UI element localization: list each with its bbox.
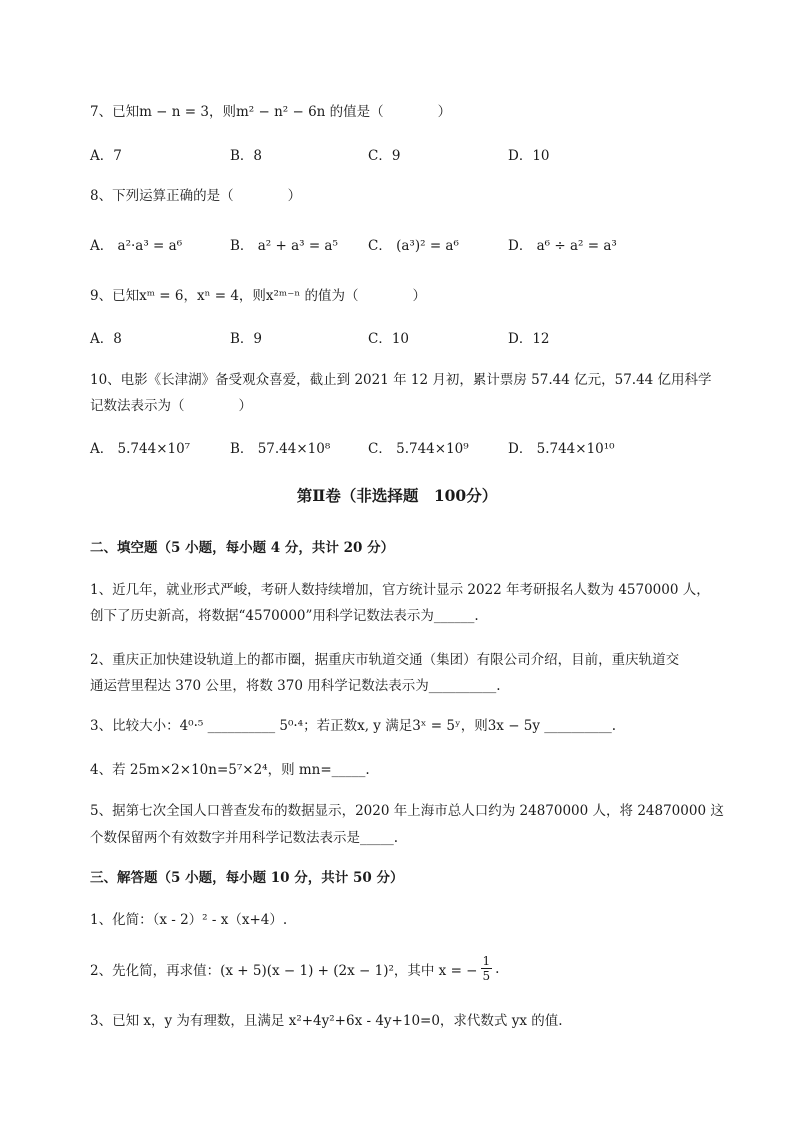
q8-option-c: C． (a³)² = a⁶ [368, 238, 459, 254]
q10-option-d: D． 5.744×10¹⁰ [508, 441, 615, 457]
question-10-line-1: 10、电影《长津湖》备受观众喜爱，截止到 2021 年 12 月初，累计票房 57.44 亿元，57.44 亿用科学 [90, 372, 712, 388]
fill-q2-line-1: 2、重庆正加快建设轨道上的都市圈，据重庆市轨道交通（集团）有限公司介绍，目前，重庆轨道交 [90, 652, 680, 668]
fraction [481, 954, 493, 983]
question-9-text: 9、已知xᵐ = 6，xⁿ = 4，则x²ᵐ⁻ⁿ 的值为（ ） [90, 288, 426, 304]
q9-option-b: B．9 [230, 331, 263, 347]
section-3-title: 三、解答题（5 小题，每小题 10 分，共计 50 分） [90, 870, 404, 886]
q7-option-b: B．8 [230, 148, 263, 164]
q7-option-c: C．9 [368, 148, 401, 164]
answer-q1: 1、化简：（x - 2）² - x（x+4）. [90, 912, 288, 928]
fill-q3: 3、比较大小：4⁰·⁵ __________ 5⁰·⁴；若正数x, y 满足3ˣ = 5ʸ，则3x − 5y __________. [90, 718, 617, 734]
answer-q2 [90, 954, 499, 983]
answer-q3: 3、已知 x，y 为有理数，且满足 x²+4y²+6x - 4y+10=0，求代数式 yx 的值. [90, 1013, 563, 1029]
fraction-denominator: 5 [482, 969, 491, 983]
q10-option-c: C． 5.744×10⁹ [368, 441, 469, 457]
fraction-numerator: 1 [482, 954, 491, 968]
fill-q1-line-1: 1、近几年，就业形式严峻，考研人数持续增加，官方统计显示 2022 年考研报名人数为 4570000 人， [90, 582, 710, 598]
question-10-line-2: 记数法表示为（ ） [90, 398, 252, 414]
q8-option-a: A． a²·a³ = a⁶ [90, 238, 183, 254]
q7-option-d: D．10 [508, 148, 550, 164]
q7-option-a: A．7 [90, 148, 122, 164]
fill-q2-line-2: 通运营里程达 370 公里，将数 370 用科学记数法表示为__________. [90, 678, 501, 694]
fill-q4: 4、若 25m×2×10n=5⁷×2⁴，则 mn=_____. [90, 762, 370, 778]
section-2-title: 二、填空题（5 小题，每小题 4 分，共计 20 分） [90, 540, 395, 556]
q9-option-d: D．12 [508, 331, 550, 347]
answer-q2-text: 2、先化简，再求值：(x + 5)(x − 1) + (2x − 1)²，其中 x = − [90, 962, 478, 979]
q9-option-a: A．8 [90, 331, 122, 347]
q8-option-d: D． a⁶ ÷ a² = a³ [508, 238, 617, 254]
answer-q2-end: . [495, 960, 500, 977]
q10-option-b: B． 57.44×10⁸ [230, 441, 331, 457]
part-2-title: 第Ⅱ卷（非选择题 100分） [296, 486, 498, 505]
q10-option-a: A． 5.744×10⁷ [90, 441, 191, 457]
q9-option-c: C．10 [368, 331, 410, 347]
fill-q5-line-1: 5、据第七次全国人口普查发布的数据显示，2020 年上海市总人口约为 24870000 人，将 24870000 这 [90, 803, 724, 819]
question-8-text: 8、下列运算正确的是（ ） [90, 188, 302, 204]
fill-q5-line-2: 个数保留两个有效数字并用科学记数法表示是_____. [90, 830, 399, 846]
q8-option-b: B． a² + a³ = a⁵ [230, 238, 338, 254]
question-7-text: 7、已知m − n = 3，则m² − n² − 6n 的值是（ ） [90, 104, 452, 120]
fill-q1-line-2: 创下了历史新高，将数据“4570000”用科学记数法表示为______. [90, 608, 479, 624]
